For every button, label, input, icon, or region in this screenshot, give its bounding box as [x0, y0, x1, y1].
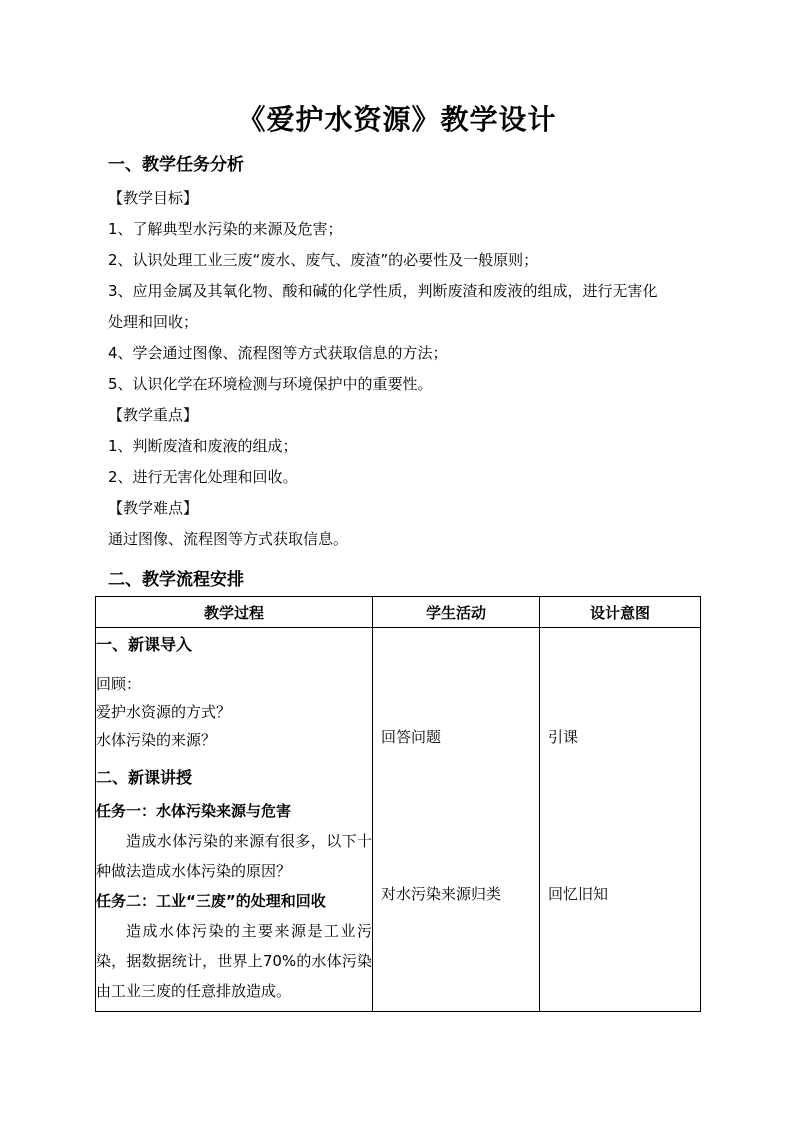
goal-item: 1、了解典型水污染的来源及危害； — [108, 220, 343, 238]
teaching-flow-table — [95, 596, 701, 1012]
goals-label: 【教学目标】 — [108, 189, 199, 207]
difficulty-label: 【教学难点】 — [108, 499, 199, 517]
goal-item: 4、学会通过图像、流程图等方式获取信息的方法； — [108, 344, 448, 362]
intro-activity: 回答问题 — [381, 728, 442, 746]
lecture-intent: 回忆旧知 — [548, 885, 609, 903]
table-row — [96, 628, 701, 1012]
header-intent: 设计意图 — [540, 597, 701, 628]
lecture-activity: 对水污染来源归类 — [381, 885, 502, 903]
intro-intent: 引课 — [548, 728, 579, 746]
intro-heading: 一、新课导入 — [96, 635, 193, 654]
header-process: 教学过程 — [96, 597, 373, 628]
intent-cell — [540, 628, 701, 1012]
goal-item: 2、认识处理工业三废“废水、废气、废渣”的必要性及一般原则； — [108, 251, 539, 269]
goal-item: 处理和回收； — [108, 313, 199, 331]
section1-heading: 一、教学任务分析 — [108, 155, 244, 175]
section2-heading: 二、教学流程安排 — [108, 570, 244, 590]
intro-line: 水体污染的来源？ — [96, 731, 217, 749]
key-point-item: 1、判断废渣和废液的组成； — [108, 437, 298, 455]
task1-text: 造成水体污染的来源有很多，以下十种做法造成水体污染的原因？ — [96, 832, 372, 880]
key-points-label: 【教学重点】 — [108, 406, 199, 424]
activity-cell — [373, 628, 540, 1012]
header-activity: 学生活动 — [373, 597, 540, 628]
process-cell — [96, 628, 373, 1012]
goal-item: 5、认识化学在环境检测与环境保护中的重要性。 — [108, 375, 433, 393]
document-title: 《爱护水资源》教学设计 — [237, 103, 557, 136]
intro-line: 爱护水资源的方式？ — [96, 703, 232, 721]
task2-text: 造成水体污染的主要来源是工业污染，据数据统计，世界上70%的水体污染由工业三废的任意排放造成。 — [96, 922, 372, 1000]
task2-title: 任务二：工业“三废”的处理和回收 — [96, 892, 326, 910]
lecture-heading: 二、新课讲授 — [96, 768, 193, 787]
table-header-row — [96, 597, 701, 628]
key-point-item: 2、进行无害化处理和回收。 — [108, 468, 298, 486]
difficulty-text: 通过图像、流程图等方式获取信息。 — [108, 530, 349, 548]
task1-title: 任务一：水体污染来源与危害 — [96, 802, 292, 820]
intro-line: 回顾： — [96, 675, 142, 693]
goal-item: 3、应用金属及其氧化物、酸和碱的化学性质，判断废渣和废液的组成，进行无害化 — [108, 282, 658, 300]
